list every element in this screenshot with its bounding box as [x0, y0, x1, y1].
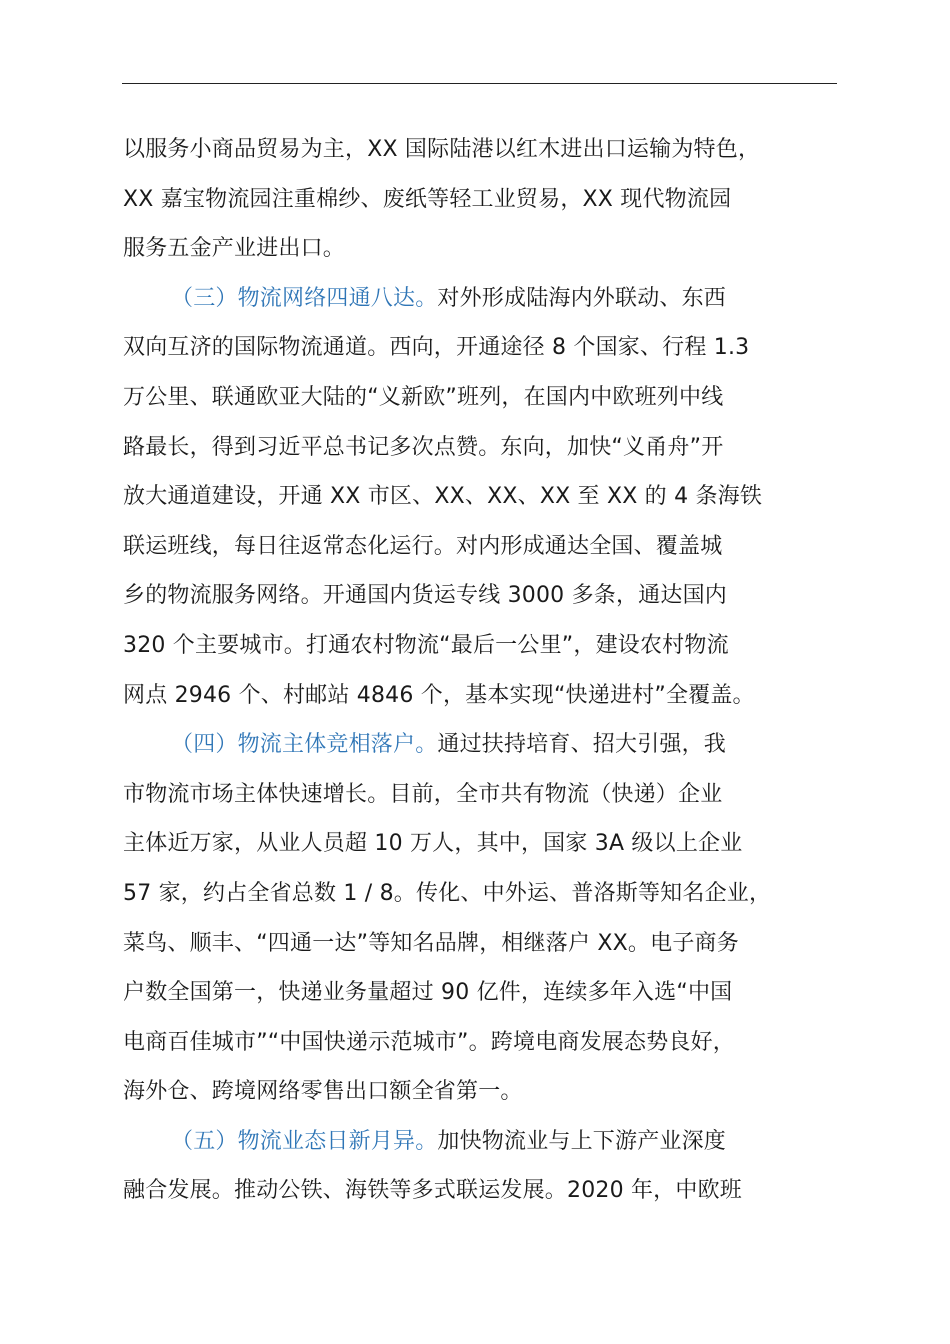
paragraph-section-4 — [123, 720, 843, 1117]
section-heading: （三）物流网络四通八达。 — [171, 285, 438, 311]
section-heading: （四）物流主体竞相落户。 — [171, 732, 438, 758]
text-run: 加快物流业与上下游产业深度 — [437, 1128, 727, 1154]
text-line: 服务五金产业进出口。 — [123, 236, 346, 262]
text-line: 以服务小商品贸易为主，XX 国际陆港以红木进出口运输为特色， — [123, 137, 761, 162]
paragraph-section-3 — [123, 274, 843, 720]
text-line: 双向互济的国际物流通道。西向，开通途径 8 个国家、行程 1.3 — [123, 335, 750, 361]
text-line: 路最长，得到习近平总书记多次点赞。东向，加快“义甬舟”开 — [123, 434, 724, 460]
text-line: 主体近万家，从业人员超 10 万人，其中，国家 3A 级以上企业 — [123, 831, 743, 857]
text-run: 对外形成陆海内外联动、东西 — [437, 285, 727, 311]
text-line: 57 家，约占全省总数 1 / 8。传化、中外运、普洛斯等知名企业， — [123, 880, 772, 906]
document-body — [123, 125, 843, 1216]
text-line: 联运班线，每日往返常态化运行。对内形成通达全国、覆盖城 — [123, 533, 723, 559]
paragraph-first-line — [123, 720, 843, 770]
paragraph-section-5 — [123, 1117, 843, 1216]
text-line: 户数全国第一，快递业务量超过 90 亿件，连续多年入选“中国 — [123, 980, 733, 1006]
text-line: 融合发展。推动公铁、海铁等多式联运发展。2020 年，中欧班 — [123, 1178, 742, 1204]
text-run: 通过扶持培育、招大引强，我 — [437, 732, 727, 758]
text-line: 菜鸟、顺丰、“四通一达”等知名品牌，相继落户 XX。电子商务 — [123, 930, 739, 956]
text-line: 320 个主要城市。打通农村物流“最后一公里”，建设农村物流 — [123, 632, 729, 658]
paragraph-continuation — [123, 125, 843, 274]
section-heading: （五）物流业态日新月异。 — [171, 1128, 438, 1154]
text-line: 万公里、联通欧亚大陆的“义新欧”班列，在国内中欧班列中线 — [123, 384, 724, 410]
text-line: 乡的物流服务网络。开通国内货运专线 3000 多条，通达国内 — [123, 583, 727, 609]
text-line: 电商百佳城市”“中国快递示范城市”。跨境电商发展态势良好， — [123, 1029, 735, 1055]
paragraph-first-line — [123, 274, 843, 324]
header-rule — [122, 83, 837, 84]
text-line: 海外仓、跨境网络零售出口额全省第一。 — [123, 1079, 523, 1105]
paragraph-first-line — [123, 1117, 843, 1167]
text-line: 网点 2946 个、村邮站 4846 个，基本实现“快递进村”全覆盖。 — [123, 682, 755, 708]
text-line: 放大通道建设，开通 XX 市区、XX、XX、XX 至 XX 的 4 条海铁 — [123, 484, 763, 510]
text-line: 市物流市场主体快速增长。目前，全市共有物流（快递）企业 — [123, 781, 723, 807]
text-line: XX 嘉宝物流园注重棉纱、废纸等轻工业贸易，XX 现代物流园 — [123, 186, 732, 212]
